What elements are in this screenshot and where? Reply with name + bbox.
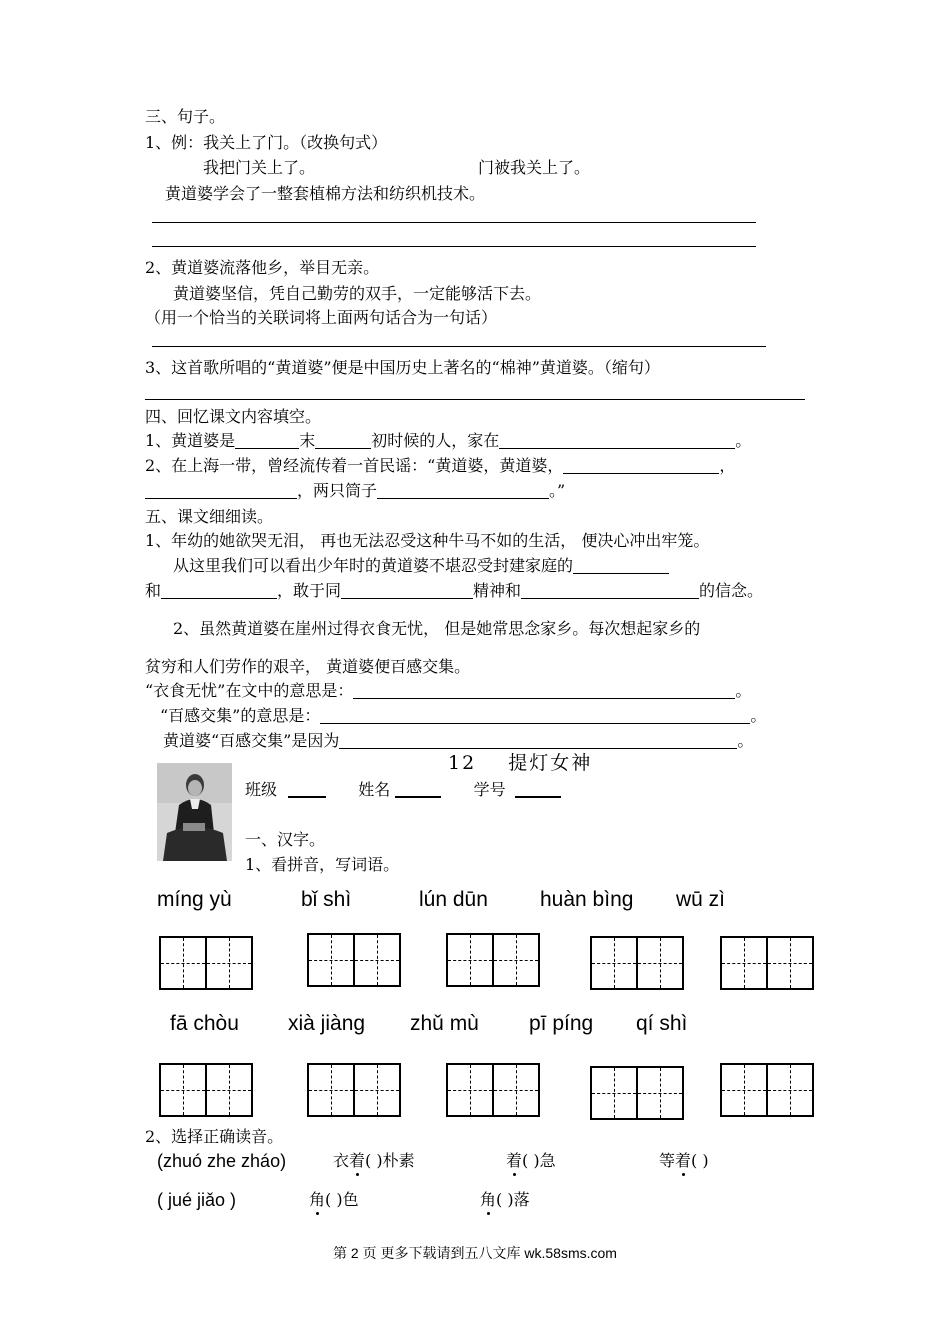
blank[interactable] [353,682,735,699]
lesson-title: 12 提灯女神 [448,752,593,774]
writing-box-pair[interactable] [307,1063,401,1115]
lesson-q2-heading: 2、选择正确读音。 [145,1127,284,1146]
s4-q2-line2: ，两只筒子 。” [145,481,565,501]
pronunciation-item: 角( )色 [309,1190,359,1209]
s3-q1-example-b: 门被我关上了。 [478,158,591,177]
blank[interactable] [499,432,735,449]
writing-box-pair[interactable] [720,1063,814,1115]
pinyin-prompt: pī píng [529,1012,594,1035]
blank[interactable] [315,432,371,449]
blank[interactable] [573,557,669,574]
pinyin-prompt: huàn bìng [540,888,634,911]
s3-q2-instruction: （用一个恰当的关联词将上面两句话合为一句话） [145,308,498,327]
blank[interactable] [161,582,277,599]
pinyin-prompt: xià jiàng [288,1012,366,1035]
writing-box-pair[interactable] [590,1066,684,1118]
blank[interactable] [320,707,750,724]
class-field[interactable] [288,780,326,798]
answer-line[interactable] [152,222,756,223]
pronunciation-item: 着( )急 [506,1151,556,1170]
s5-q1-line1: 1、年幼的她欲哭无泪， 再也无法忍受这种牛马不如的生活， 便决心冲出牢笼。 [145,531,710,550]
s3-q1-sentence: 黄道婆学会了一整套植棉方法和纺织机技术。 [165,184,486,203]
blank[interactable] [235,432,299,449]
writing-box-pair[interactable] [720,936,814,988]
s3-q1-label: 1、例：我关上了门。（改换句式） [145,133,388,152]
name-field[interactable] [395,780,441,798]
writing-box-pair[interactable] [159,936,253,988]
student-info: 班级 姓名 学号 [245,780,561,800]
blank[interactable] [377,482,549,499]
lesson-s1-heading: 一、汉字。 [245,830,326,849]
writing-box-pair[interactable] [446,1063,540,1115]
answer-line[interactable] [152,346,766,347]
page-footer: 第 2 页 更多下载请到五八文库 wk.58sms.com [333,1245,617,1261]
s4-q2-line1: 2、在上海一带，曾经流传着一首民谣：“黄道婆，黄道婆， ， [145,456,736,475]
s5-q2-a: “衣食无忧”在文中的意思是： 。 [145,681,752,700]
blank[interactable] [145,482,297,499]
s5-q2-line2: 贫穷和人们劳作的艰辛， 黄道婆便百感交集。 [145,657,471,676]
pronunciation-options-1: (zhuó zhe zháo) [157,1151,287,1171]
s5-q2-c: 黄道婆“百感交集”是因为 。 [163,731,754,750]
pinyin-prompt: wū zì [676,888,726,911]
pinyin-prompt: lún dūn [419,888,488,911]
s3-q2-sentence-b: 黄道婆坚信，凭自己勤劳的双手，一定能够活下去。 [173,284,542,303]
s5-q1-line2: 从这里我们可以看出少年时的黄道婆不堪忍受封建家庭的 [173,556,669,576]
blank[interactable] [521,582,699,599]
writing-box-pair[interactable] [446,933,540,985]
pinyin-prompt: míng yù [157,888,232,911]
s3-q3: 3、这首歌所唱的“黄道婆”便是中国历史上著名的“棉神”黄道婆。（缩句） [145,358,660,377]
pinyin-prompt: bǐ shì [301,888,352,911]
pinyin-prompt: fā chòu [170,1012,239,1035]
s4-q1: 1、黄道婆是 末 初时候的人，家在 。 [145,431,752,450]
pronunciation-options-2: ( jué jiǎo ) [157,1190,237,1210]
writing-box-pair[interactable] [159,1063,253,1115]
s5-q2-line1: 2、虽然黄道婆在崖州过得衣食无忧， 但是她常思念家乡。每次想起家乡的 [173,619,701,638]
pinyin-prompt: zhǔ mù [410,1012,479,1035]
section-4-heading: 四、回忆课文内容填空。 [145,407,322,426]
pinyin-prompt: qí shì [636,1012,688,1035]
section-3-heading: 三、句子。 [145,107,226,126]
writing-box-pair[interactable] [307,933,401,985]
writing-box-pair[interactable] [590,936,684,988]
pronunciation-item: 等着( ) [659,1151,709,1170]
lesson-s1-q1: 1、看拼音，写词语。 [245,855,400,874]
answer-line[interactable] [152,246,756,247]
pronunciation-item: 衣着( )朴素 [333,1151,415,1170]
s3-q2-sentence-a: 2、黄道婆流落他乡，举目无亲。 [145,258,380,277]
blank[interactable] [563,457,719,474]
pronunciation-item: 角( )落 [480,1190,530,1209]
s5-q2-b: “百感交集”的意思是： 。 [160,706,767,725]
s3-q1-example-a: 我把门关上了。 [203,158,316,177]
student-id-field[interactable] [515,780,561,798]
answer-line[interactable] [145,399,805,400]
blank[interactable] [341,582,473,599]
s5-q1-line3: 和 ，敢于同 精神和 的信念。 [145,581,764,600]
portrait-photo [157,763,232,861]
section-5-heading: 五、课文细细读。 [145,507,274,526]
blank[interactable] [339,732,737,749]
